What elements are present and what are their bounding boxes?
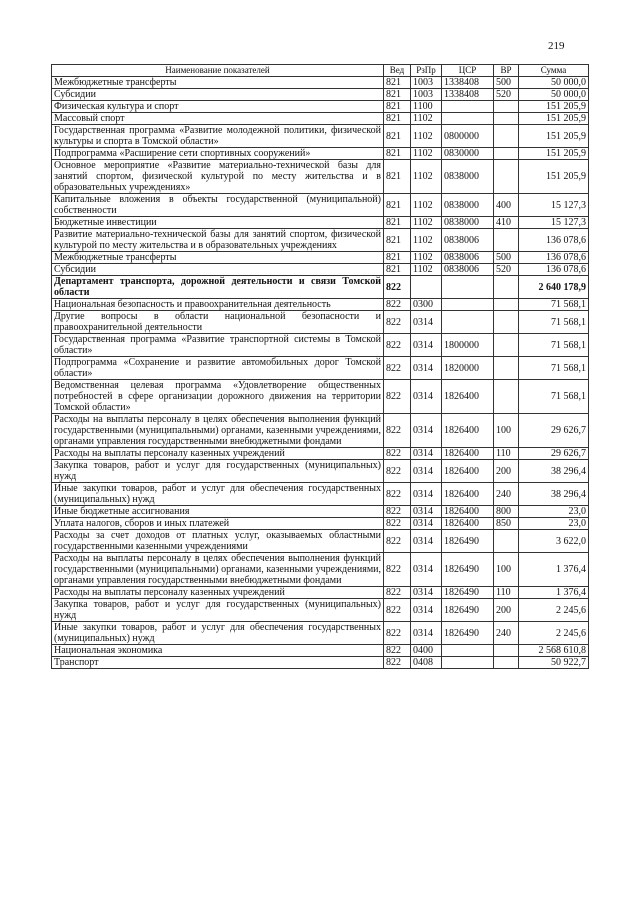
cell-ved: 822 [384, 299, 411, 311]
cell-vr: 850 [494, 518, 519, 530]
cell-name: Иные бюджетные ассигнования [52, 506, 384, 518]
cell-csr: 0800000 [442, 125, 494, 148]
table-row [52, 299, 589, 311]
header-vr: ВР [494, 65, 519, 77]
cell-rzpr: 0314 [411, 599, 442, 622]
cell-rzpr: 0314 [411, 357, 442, 380]
cell-csr: 1826400 [442, 448, 494, 460]
table-row [52, 89, 589, 101]
cell-ved: 822 [384, 506, 411, 518]
cell-vr: 500 [494, 252, 519, 264]
cell-ved: 821 [384, 160, 411, 194]
cell-name: Основное мероприятие «Развитие материально-технической базы для занятий спортом, физической культурой по месту жительства и в образовательных учреждениях» [52, 160, 384, 194]
cell-name: Национальная безопасность и правоохранительная деятельность [52, 299, 384, 311]
cell-vr [494, 229, 519, 252]
cell-name: Иные закупки товаров, работ и услуг для обеспечения государственных (муниципальных) нужд [52, 483, 384, 506]
table-row [52, 229, 589, 252]
cell-csr [442, 657, 494, 669]
cell-sum: 38 296,4 [519, 483, 589, 506]
cell-sum: 2 245,6 [519, 622, 589, 645]
cell-name: Межбюджетные трансферты [52, 77, 384, 89]
cell-name: Транспорт [52, 657, 384, 669]
cell-csr [442, 101, 494, 113]
header-csr: ЦСР [442, 65, 494, 77]
cell-csr: 1826490 [442, 553, 494, 587]
table-row [52, 113, 589, 125]
table-row [52, 622, 589, 645]
cell-sum: 50 922,7 [519, 657, 589, 669]
cell-sum: 23,0 [519, 518, 589, 530]
cell-rzpr: 0314 [411, 380, 442, 414]
cell-csr: 0838006 [442, 252, 494, 264]
cell-rzpr: 0314 [411, 518, 442, 530]
cell-ved: 822 [384, 380, 411, 414]
table-row [52, 101, 589, 113]
cell-name: Уплата налогов, сборов и иных платежей [52, 518, 384, 530]
cell-vr: 110 [494, 587, 519, 599]
cell-csr: 1826490 [442, 530, 494, 553]
cell-csr: 1800000 [442, 334, 494, 357]
table-row [52, 252, 589, 264]
cell-csr: 1826400 [442, 414, 494, 448]
cell-rzpr: 0314 [411, 448, 442, 460]
cell-rzpr: 0400 [411, 645, 442, 657]
cell-sum: 50 000,0 [519, 89, 589, 101]
cell-ved: 822 [384, 357, 411, 380]
cell-csr: 1338408 [442, 89, 494, 101]
header-name: Наименование показателей [52, 65, 384, 77]
cell-ved: 821 [384, 125, 411, 148]
cell-ved: 822 [384, 657, 411, 669]
cell-ved: 822 [384, 587, 411, 599]
cell-vr [494, 380, 519, 414]
cell-name: Расходы на выплаты персоналу в целях обеспечения выполнения функций государственными (муниципальными) органами, казенными учреждениями, органами управления государственными внебюджетными фондами [52, 553, 384, 587]
cell-sum: 2 640 178,9 [519, 276, 589, 299]
cell-csr: 1826400 [442, 483, 494, 506]
cell-name: Закупка товаров, работ и услуг для государственных (муниципальных) нужд [52, 599, 384, 622]
cell-vr: 520 [494, 89, 519, 101]
table-row [52, 506, 589, 518]
cell-vr: 100 [494, 553, 519, 587]
cell-sum: 71 568,1 [519, 380, 589, 414]
cell-vr: 110 [494, 448, 519, 460]
table-row [52, 276, 589, 299]
cell-name: Развитие материально-технической базы для занятий спортом, физической культурой по месту жительства и в образовательных учреждениях [52, 229, 384, 252]
cell-name: Государственная программа «Развитие транспортной системы в Томской области» [52, 334, 384, 357]
cell-name: Подпрограмма «Расширение сети спортивных сооружений» [52, 148, 384, 160]
table-row [52, 334, 589, 357]
cell-rzpr: 1100 [411, 101, 442, 113]
table-row [52, 448, 589, 460]
cell-csr: 1826490 [442, 587, 494, 599]
cell-vr: 400 [494, 194, 519, 217]
cell-rzpr: 0314 [411, 530, 442, 553]
cell-ved: 822 [384, 460, 411, 483]
cell-sum: 136 078,6 [519, 229, 589, 252]
header-ved: Вед [384, 65, 411, 77]
cell-rzpr: 1102 [411, 113, 442, 125]
cell-sum: 136 078,6 [519, 264, 589, 276]
table-row [52, 125, 589, 148]
budget-table [51, 64, 589, 669]
cell-sum: 151 205,9 [519, 101, 589, 113]
cell-vr [494, 148, 519, 160]
cell-rzpr: 0408 [411, 657, 442, 669]
cell-name: Расходы на выплаты персоналу в целях обеспечения выполнения функций государственными (муниципальными) органами, казенными учреждениями, органами управления государственными внебюджетными фондами [52, 414, 384, 448]
cell-ved: 821 [384, 194, 411, 217]
cell-ved: 822 [384, 645, 411, 657]
cell-ved: 821 [384, 229, 411, 252]
cell-ved: 822 [384, 448, 411, 460]
cell-rzpr: 1102 [411, 252, 442, 264]
table-row [52, 587, 589, 599]
cell-rzpr: 0314 [411, 334, 442, 357]
table-row [52, 148, 589, 160]
cell-sum: 15 127,3 [519, 217, 589, 229]
cell-vr: 200 [494, 599, 519, 622]
table-body [52, 77, 589, 669]
cell-name: Государственная программа «Развитие молодежной политики, физической культуры и спорта в Томской области» [52, 125, 384, 148]
cell-vr [494, 645, 519, 657]
cell-csr: 1820000 [442, 357, 494, 380]
table-row [52, 657, 589, 669]
table-row [52, 217, 589, 229]
page-number: 219 [548, 40, 565, 52]
cell-sum: 71 568,1 [519, 299, 589, 311]
cell-name: Межбюджетные трансферты [52, 252, 384, 264]
cell-rzpr: 1102 [411, 229, 442, 252]
cell-ved: 821 [384, 101, 411, 113]
cell-name: Департамент транспорта, дорожной деятельности и связи Томской области [52, 276, 384, 299]
cell-csr: 0838000 [442, 160, 494, 194]
cell-rzpr: 1102 [411, 160, 442, 194]
cell-csr: 0838000 [442, 194, 494, 217]
cell-ved: 821 [384, 148, 411, 160]
cell-vr [494, 657, 519, 669]
cell-ved: 822 [384, 530, 411, 553]
cell-ved: 822 [384, 553, 411, 587]
cell-name: Ведомственная целевая программа «Удовлетворение общественных потребностей в сфере организации дорожного движения на территории Томской области» [52, 380, 384, 414]
cell-csr: 0838006 [442, 264, 494, 276]
cell-rzpr: 0314 [411, 311, 442, 334]
cell-name: Субсидии [52, 264, 384, 276]
table-header [52, 65, 589, 77]
cell-sum: 71 568,1 [519, 311, 589, 334]
cell-rzpr: 1003 [411, 77, 442, 89]
cell-sum: 1 376,4 [519, 553, 589, 587]
cell-ved: 821 [384, 252, 411, 264]
cell-vr [494, 530, 519, 553]
table-row [52, 414, 589, 448]
cell-csr: 1826400 [442, 460, 494, 483]
cell-rzpr [411, 276, 442, 299]
cell-sum: 38 296,4 [519, 460, 589, 483]
cell-vr: 520 [494, 264, 519, 276]
cell-rzpr: 1003 [411, 89, 442, 101]
cell-sum: 151 205,9 [519, 113, 589, 125]
cell-name: Бюджетные инвестиции [52, 217, 384, 229]
table-row [52, 483, 589, 506]
table-row [52, 380, 589, 414]
cell-name: Расходы на выплаты персоналу казенных учреждений [52, 587, 384, 599]
header-row [52, 65, 589, 77]
table-row [52, 530, 589, 553]
cell-csr [442, 311, 494, 334]
cell-name: Субсидии [52, 89, 384, 101]
cell-csr: 0838000 [442, 217, 494, 229]
cell-ved: 822 [384, 599, 411, 622]
cell-csr: 1826490 [442, 622, 494, 645]
cell-rzpr: 1102 [411, 148, 442, 160]
cell-ved: 822 [384, 311, 411, 334]
cell-ved: 822 [384, 518, 411, 530]
cell-rzpr: 1102 [411, 125, 442, 148]
cell-sum: 29 626,7 [519, 448, 589, 460]
cell-rzpr: 0314 [411, 483, 442, 506]
cell-rzpr: 0314 [411, 587, 442, 599]
table-row [52, 194, 589, 217]
table-row [52, 460, 589, 483]
cell-ved: 821 [384, 113, 411, 125]
cell-vr: 200 [494, 460, 519, 483]
cell-sum: 50 000,0 [519, 77, 589, 89]
cell-name: Национальная экономика [52, 645, 384, 657]
cell-name: Подпрограмма «Сохранение и развитие автомобильных дорог Томской области» [52, 357, 384, 380]
table-row [52, 518, 589, 530]
cell-vr: 410 [494, 217, 519, 229]
cell-vr [494, 113, 519, 125]
cell-vr [494, 299, 519, 311]
cell-vr: 800 [494, 506, 519, 518]
cell-name: Капитальные вложения в объекты государственной (муниципальной) собственности [52, 194, 384, 217]
cell-csr: 1826400 [442, 518, 494, 530]
cell-ved: 822 [384, 622, 411, 645]
cell-ved: 821 [384, 217, 411, 229]
cell-vr: 500 [494, 77, 519, 89]
cell-rzpr: 1102 [411, 264, 442, 276]
cell-name: Другие вопросы в области национальной безопасности и правоохранительной деятельности [52, 311, 384, 334]
cell-csr: 1338408 [442, 77, 494, 89]
cell-sum: 23,0 [519, 506, 589, 518]
cell-sum: 2 568 610,8 [519, 645, 589, 657]
cell-vr: 240 [494, 483, 519, 506]
table-row [52, 357, 589, 380]
cell-sum: 29 626,7 [519, 414, 589, 448]
cell-name: Закупка товаров, работ и услуг для государственных (муниципальных) нужд [52, 460, 384, 483]
cell-csr: 0830000 [442, 148, 494, 160]
cell-rzpr: 0300 [411, 299, 442, 311]
cell-sum: 2 245,6 [519, 599, 589, 622]
cell-csr [442, 113, 494, 125]
cell-csr [442, 299, 494, 311]
cell-csr [442, 645, 494, 657]
table-row [52, 553, 589, 587]
cell-ved: 821 [384, 264, 411, 276]
cell-name: Массовый спорт [52, 113, 384, 125]
cell-rzpr: 1102 [411, 194, 442, 217]
cell-csr: 1826490 [442, 599, 494, 622]
cell-vr: 100 [494, 414, 519, 448]
cell-ved: 822 [384, 334, 411, 357]
cell-vr [494, 101, 519, 113]
cell-vr [494, 311, 519, 334]
cell-rzpr: 0314 [411, 506, 442, 518]
cell-sum: 151 205,9 [519, 125, 589, 148]
table-row [52, 77, 589, 89]
cell-vr [494, 160, 519, 194]
cell-sum: 1 376,4 [519, 587, 589, 599]
cell-name: Иные закупки товаров, работ и услуг для обеспечения государственных (муниципальных) нужд [52, 622, 384, 645]
cell-sum: 71 568,1 [519, 334, 589, 357]
cell-sum: 151 205,9 [519, 160, 589, 194]
cell-ved: 821 [384, 77, 411, 89]
header-sum: Сумма [519, 65, 589, 77]
cell-sum: 3 622,0 [519, 530, 589, 553]
cell-sum: 151 205,9 [519, 148, 589, 160]
cell-csr: 0838006 [442, 229, 494, 252]
cell-rzpr: 1102 [411, 217, 442, 229]
cell-rzpr: 0314 [411, 553, 442, 587]
cell-rzpr: 0314 [411, 460, 442, 483]
table-row [52, 264, 589, 276]
cell-sum: 15 127,3 [519, 194, 589, 217]
cell-ved: 821 [384, 89, 411, 101]
cell-sum: 136 078,6 [519, 252, 589, 264]
cell-ved: 822 [384, 414, 411, 448]
cell-vr [494, 357, 519, 380]
cell-csr [442, 276, 494, 299]
table-row [52, 311, 589, 334]
cell-name: Физическая культура и спорт [52, 101, 384, 113]
cell-vr [494, 125, 519, 148]
table-row [52, 645, 589, 657]
cell-csr: 1826400 [442, 380, 494, 414]
cell-rzpr: 0314 [411, 414, 442, 448]
cell-rzpr: 0314 [411, 622, 442, 645]
cell-ved: 822 [384, 276, 411, 299]
cell-vr [494, 334, 519, 357]
cell-csr: 1826400 [442, 506, 494, 518]
cell-sum: 71 568,1 [519, 357, 589, 380]
cell-name: Расходы на выплаты персоналу казенных учреждений [52, 448, 384, 460]
cell-ved: 822 [384, 483, 411, 506]
table-row [52, 160, 589, 194]
table-row [52, 599, 589, 622]
cell-vr [494, 276, 519, 299]
cell-vr: 240 [494, 622, 519, 645]
cell-name: Расходы за счет доходов от платных услуг, оказываемых областными государственными казенными учреждениями [52, 530, 384, 553]
header-rzpr: РзПр [411, 65, 442, 77]
